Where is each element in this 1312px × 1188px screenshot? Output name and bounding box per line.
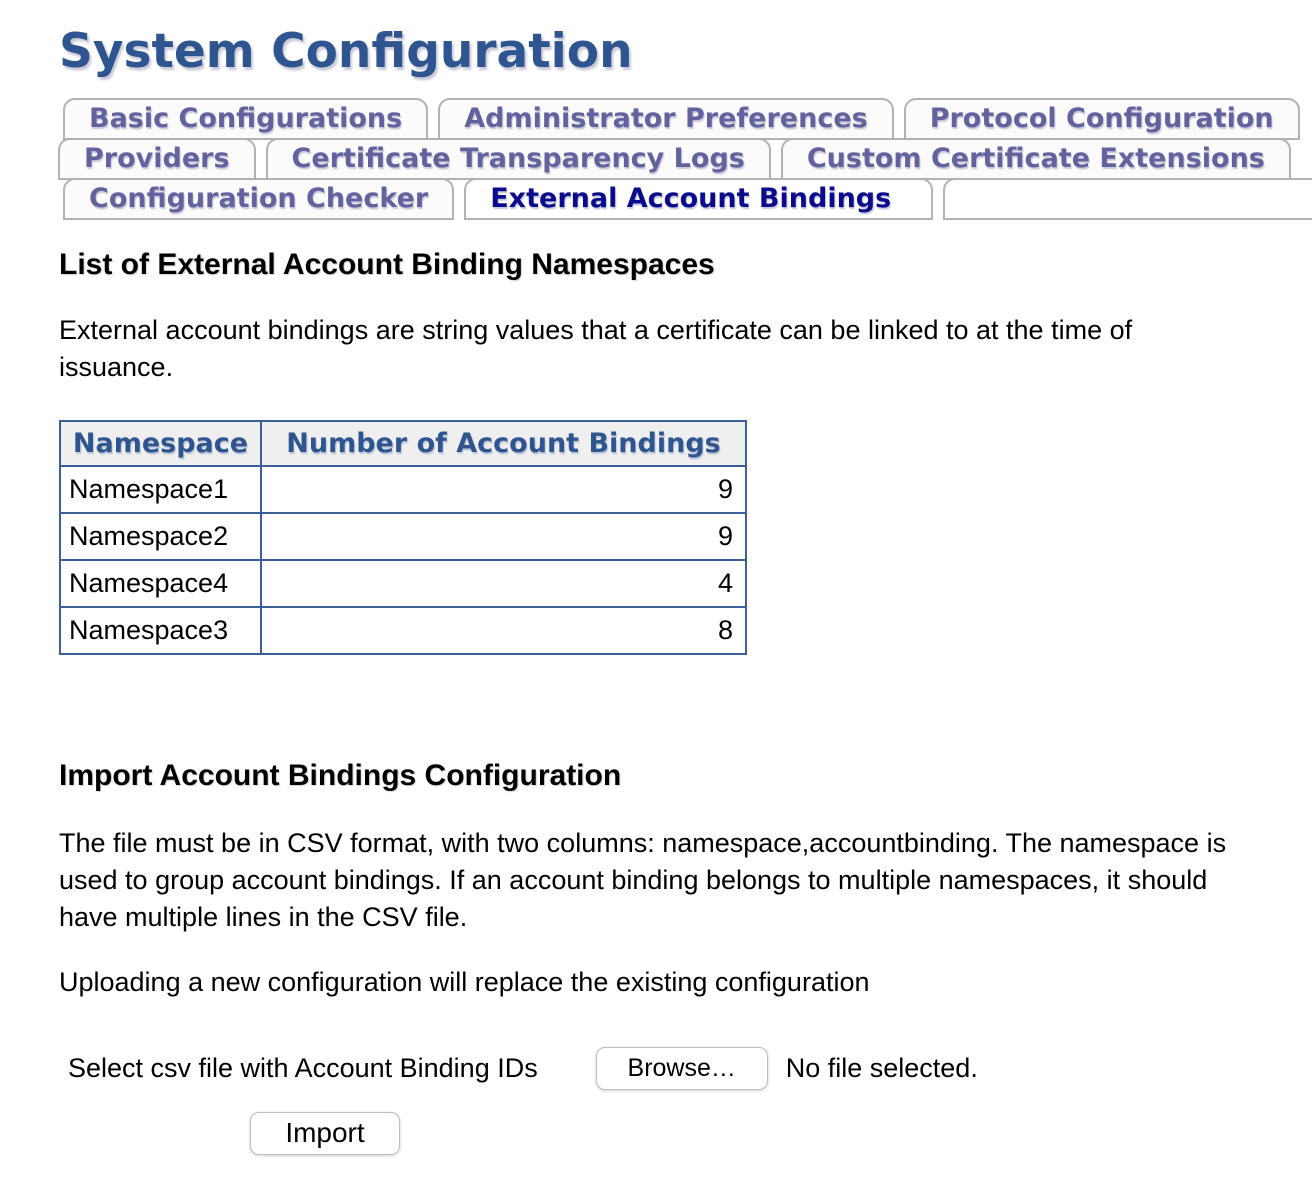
tab-bar [0,98,1312,220]
tab-row-filler [943,178,1312,220]
tab-row-3 [0,178,1312,220]
namespace-cell: Namespace3 [60,607,261,654]
namespaces-section-heading: List of External Account Binding Namespaces [59,247,715,281]
import-description: The file must be in CSV format, with two columns: namespace,accountbinding. The namespace is used to group account bindings. If an account binding belongs to multiple namespaces, it should have multiple lines in the CSV file. [59,827,1227,932]
file-select-row [68,1047,1312,1090]
tab-basic-configurations[interactable]: Basic Configurations [63,98,428,140]
no-file-selected-text: No file selected. [785,1052,978,1083]
browse-button[interactable]: Browse… [596,1047,768,1090]
table-row [60,560,746,607]
table-row [60,466,746,513]
namespaces-description: External account bindings are string values that a certificate can be linked to at the time of issuance. [59,314,1133,382]
tab-custom-certificate-extensions[interactable]: Custom Certificate Extensions [781,138,1291,180]
namespace-cell: Namespace2 [60,513,261,560]
tab-administrator-preferences[interactable]: Administrator Preferences [438,98,893,140]
binding-count-cell: 4 [261,560,746,607]
binding-count-cell: 8 [261,607,746,654]
tab-providers[interactable]: Providers [58,138,256,180]
tab-certificate-transparency-logs[interactable]: Certificate Transparency Logs [266,138,771,180]
binding-count-cell: 9 [261,513,746,560]
tab-external-account-bindings[interactable]: External Account Bindings [464,178,933,220]
page-title: System Configuration [59,24,633,79]
import-button[interactable]: Import [250,1112,400,1155]
namespaces-table-header-row [60,421,746,466]
column-header-namespace: Namespace [60,421,261,466]
namespace-cell: Namespace1 [60,466,261,513]
tab-protocol-configuration[interactable]: Protocol Configuration [904,98,1300,140]
import-section-heading: Import Account Bindings Configuration [59,758,622,792]
table-row [60,513,746,560]
file-select-label: Select csv file with Account Binding IDs [68,1052,538,1083]
binding-count-cell: 9 [261,466,746,513]
tab-configuration-checker[interactable]: Configuration Checker [63,178,454,220]
table-row [60,607,746,654]
namespaces-table [59,420,747,655]
import-replace-warning: Uploading a new configuration will replace the existing configuration [59,966,870,997]
namespace-cell: Namespace4 [60,560,261,607]
tab-row-1 [0,98,1312,140]
tab-row-2 [0,138,1312,180]
column-header-number-of-account-bindings: Number of Account Bindings [261,421,746,466]
